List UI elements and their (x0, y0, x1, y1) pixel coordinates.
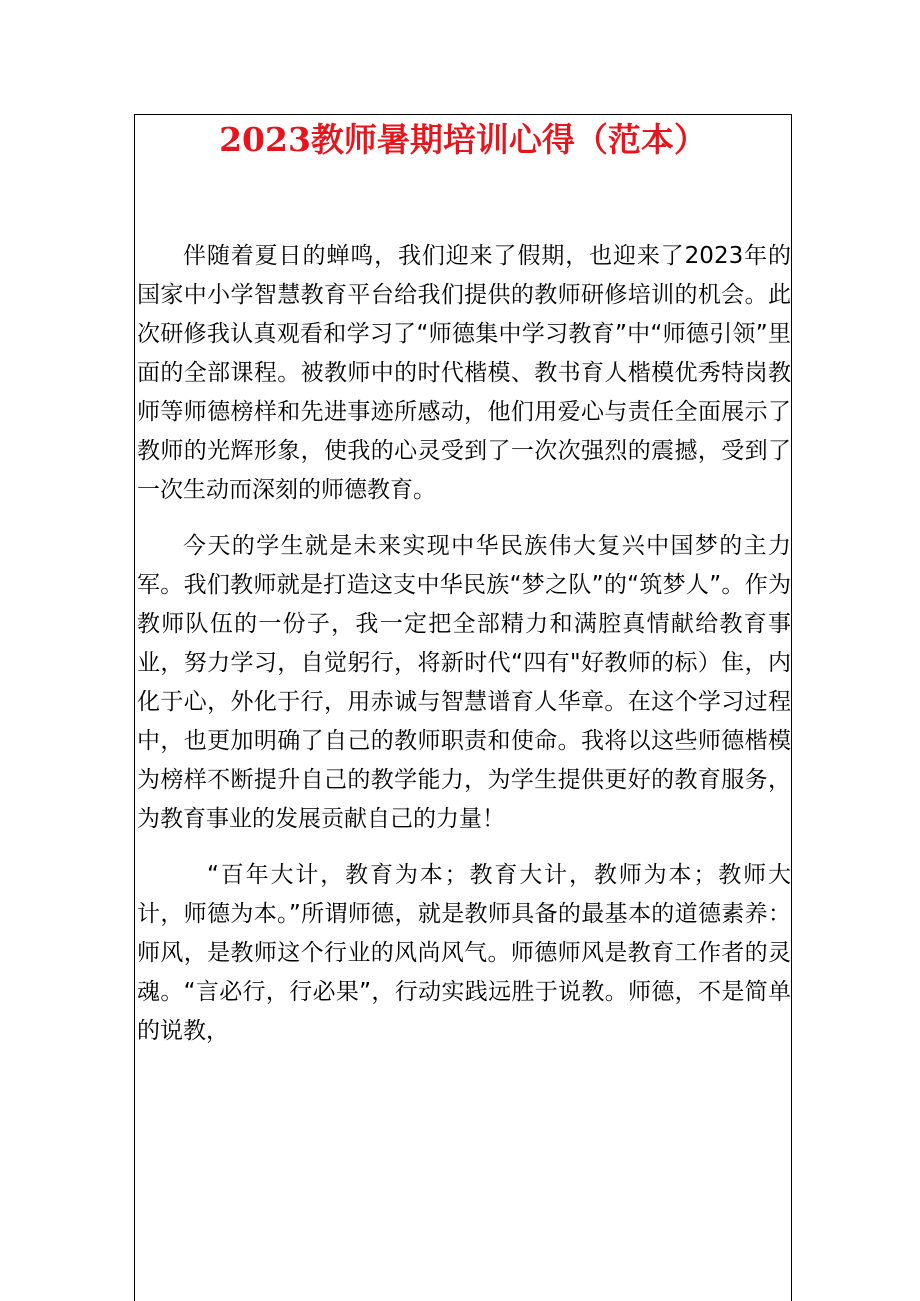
paragraph-3: “百年大计，教育为本；教育大计，教师为本；教师大计，师德为本。”所谓师德，就是教师具备的最基本的道德素养：师风，是教师这个行业的风尚风气。师德师风是教育工作者的灵魂。“言必行，行必果”，行动实践远胜于说教。师德，不是简单的说教， (137, 862, 791, 1044)
paragraph-1: 伴随着夏日的蝉鸣，我们迎来了假期，也迎来了2023年的国家中小学智慧教育平台给我们提供的教师研修培训的机会。此次研修我认真观看和学习了“师德集中学习教育”中“师德引领”里面的全部课程。被教师中的时代楷模、教书育人楷模优秀特岗教师等师德榜样和先进事迹所感动，他们用爱心与责任全面展示了教师的光辉形象，使我的心灵受到了一次次强烈的震撼，受到了一次生动而深刻的师德教育。 (137, 243, 791, 503)
document-body (137, 237, 791, 1068)
document-title: 2023教师暑期培训心得（范本） (219, 120, 707, 159)
paragraph-2: 今天的学生就是未来实现中华民族伟大复兴中国梦的主力军。我们教师就是打造这支中华民族“梦之队”的“筑梦人”。作为教师队伍的一份子，我一定把全部精力和满腔真情献给教育事业，努力学习，自觉躬行，将新时代“四有"好教师的标）隹，内化于心，外化于行，用赤诚与智慧谱育人华章。在这个学习过程中，也更加明确了自己的教师职责和使命。我将以这些师德楷模为榜样不断提升自己的教学能力，为学生提供更好的教育服务，为教育事业的发展贡献自己的力量！ (137, 533, 791, 832)
